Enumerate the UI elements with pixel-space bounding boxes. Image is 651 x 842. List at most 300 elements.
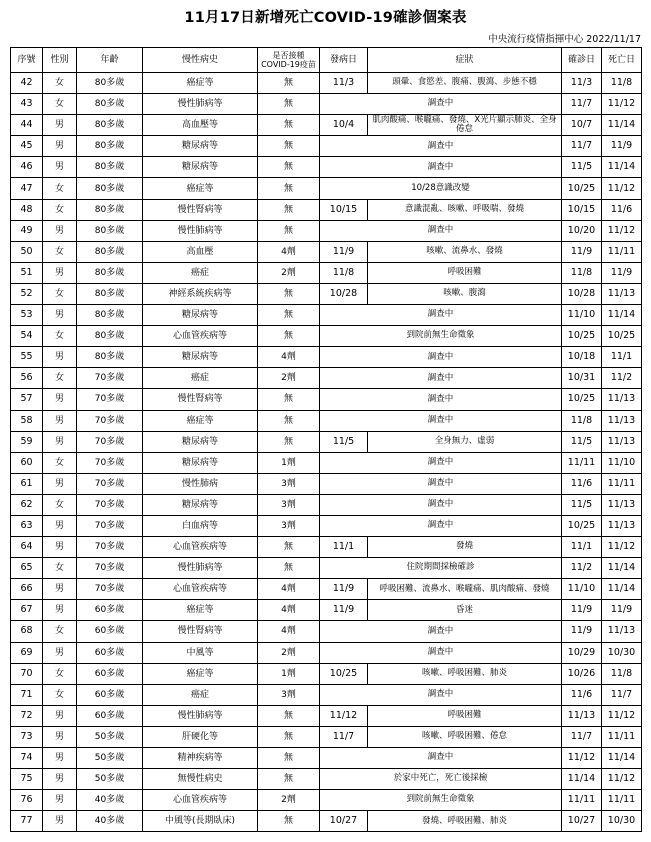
case-number: 43 xyxy=(11,94,43,115)
sex-cell: 女 xyxy=(43,558,77,579)
confirmed-date-cell: 11/14 xyxy=(562,769,602,790)
table-body xyxy=(11,73,642,832)
confirmed-date-cell: 11/5 xyxy=(562,494,602,515)
age-cell: 60多歲 xyxy=(77,600,143,621)
sex-cell: 女 xyxy=(43,326,77,347)
symptoms-cell: 到院前無生命徵象 xyxy=(320,326,562,347)
confirmed-date-cell: 10/25 xyxy=(562,515,602,536)
history-cell: 癌症 xyxy=(143,368,258,389)
table-row xyxy=(11,347,642,368)
death-date-cell: 11/13 xyxy=(602,389,642,410)
sex-cell: 男 xyxy=(43,389,77,410)
onset-cell: 10/4 xyxy=(320,115,368,136)
confirmed-date-cell: 10/15 xyxy=(562,199,602,220)
confirmed-date-cell: 10/18 xyxy=(562,347,602,368)
age-cell: 60多歲 xyxy=(77,684,143,705)
sex-cell: 女 xyxy=(43,73,77,94)
history-cell: 白血病等 xyxy=(143,515,258,536)
vaccine-cell: 3劑 xyxy=(258,684,320,705)
symptoms-cell: 全身無力、虛弱 xyxy=(368,431,562,452)
age-cell: 60多歲 xyxy=(77,642,143,663)
symptoms-cell: 調查中 xyxy=(320,157,562,178)
history-cell: 癌症 xyxy=(143,684,258,705)
case-number: 64 xyxy=(11,537,43,558)
death-date-cell: 11/11 xyxy=(602,790,642,811)
age-cell: 50多歲 xyxy=(77,748,143,769)
symptoms-cell: 調查中 xyxy=(320,94,562,115)
case-number: 76 xyxy=(11,790,43,811)
death-date-cell: 11/8 xyxy=(602,663,642,684)
case-number: 58 xyxy=(11,410,43,431)
confirmed-date-cell: 11/11 xyxy=(562,790,602,811)
case-number: 65 xyxy=(11,558,43,579)
sex-cell: 女 xyxy=(43,178,77,199)
symptoms-cell: 調查中 xyxy=(320,473,562,494)
age-cell: 70多歲 xyxy=(77,579,143,600)
sex-cell: 男 xyxy=(43,347,77,368)
table-row xyxy=(11,600,642,621)
confirmed-date-cell: 10/26 xyxy=(562,663,602,684)
document-title: 11月17日新增死亡COVID-19確診個案表 xyxy=(184,10,467,26)
sex-cell: 男 xyxy=(43,157,77,178)
case-number: 66 xyxy=(11,579,43,600)
table-row xyxy=(11,178,642,199)
symptoms-cell: 調查中 xyxy=(320,136,562,157)
history-cell: 肝硬化等 xyxy=(143,726,258,747)
history-cell: 癌症等 xyxy=(143,663,258,684)
table-row xyxy=(11,115,642,136)
sex-cell: 女 xyxy=(43,283,77,304)
confirmed-date-cell: 10/29 xyxy=(562,642,602,663)
symptoms-cell: 咳嗽、呼吸困難、肺炎 xyxy=(368,663,562,684)
death-date-cell: 11/12 xyxy=(602,178,642,199)
history-cell: 高血壓等 xyxy=(143,115,258,136)
death-date-cell: 11/13 xyxy=(602,431,642,452)
case-number: 73 xyxy=(11,726,43,747)
history-cell: 心血管疾病等 xyxy=(143,537,258,558)
symptoms-cell: 咳嗽、腹瀉 xyxy=(368,283,562,304)
vaccine-cell: 無 xyxy=(258,73,320,94)
sex-cell: 男 xyxy=(43,748,77,769)
death-date-cell: 11/14 xyxy=(602,305,642,326)
confirmed-date-cell: 10/25 xyxy=(562,178,602,199)
confirmed-date-cell: 11/10 xyxy=(562,305,602,326)
case-number: 51 xyxy=(11,262,43,283)
col-header-symptoms: 症狀 xyxy=(368,48,562,73)
onset-cell: 11/8 xyxy=(320,262,368,283)
death-date-cell: 11/1 xyxy=(602,347,642,368)
symptoms-cell: 10/28意識改變 xyxy=(320,178,562,199)
symptoms-cell: 調查中 xyxy=(320,220,562,241)
death-date-cell: 11/9 xyxy=(602,600,642,621)
symptoms-cell: 調查中 xyxy=(320,621,562,642)
sex-cell: 女 xyxy=(43,621,77,642)
col-header-onset: 發病日 xyxy=(320,48,368,73)
death-date-cell: 11/11 xyxy=(602,241,642,262)
vaccine-cell: 4劑 xyxy=(258,600,320,621)
onset-cell: 11/7 xyxy=(320,726,368,747)
symptoms-cell: 調查中 xyxy=(320,684,562,705)
history-cell: 高血壓 xyxy=(143,241,258,262)
vaccine-cell: 無 xyxy=(258,220,320,241)
symptoms-cell: 咳嗽、流鼻水、發燒 xyxy=(368,241,562,262)
confirmed-date-cell: 11/6 xyxy=(562,473,602,494)
case-number: 54 xyxy=(11,326,43,347)
history-cell: 無慢性病史 xyxy=(143,769,258,790)
age-cell: 80多歲 xyxy=(77,94,143,115)
history-cell: 精神疾病等 xyxy=(143,748,258,769)
col-header-death: 死亡日 xyxy=(602,48,642,73)
age-cell: 80多歲 xyxy=(77,305,143,326)
case-number: 60 xyxy=(11,452,43,473)
case-number: 74 xyxy=(11,748,43,769)
confirmed-date-cell: 10/28 xyxy=(562,283,602,304)
history-cell: 糖尿病等 xyxy=(143,494,258,515)
table-row xyxy=(11,515,642,536)
onset-cell: 11/9 xyxy=(320,600,368,621)
symptoms-cell: 到院前無生命徵象 xyxy=(320,790,562,811)
vaccine-cell: 4劑 xyxy=(258,241,320,262)
table-row xyxy=(11,684,642,705)
sex-cell: 女 xyxy=(43,94,77,115)
age-cell: 80多歲 xyxy=(77,157,143,178)
sex-cell: 男 xyxy=(43,769,77,790)
sex-cell: 男 xyxy=(43,537,77,558)
age-cell: 70多歲 xyxy=(77,431,143,452)
vaccine-cell: 無 xyxy=(258,326,320,347)
vaccine-cell: 4劑 xyxy=(258,621,320,642)
sex-cell: 男 xyxy=(43,642,77,663)
symptoms-cell: 頭暈、食慾差、腹痛、腹瀉、步態不穩 xyxy=(368,73,562,94)
death-date-cell: 10/30 xyxy=(602,642,642,663)
death-date-cell: 11/8 xyxy=(602,73,642,94)
history-cell: 中風等 xyxy=(143,642,258,663)
history-cell: 慢性腎病等 xyxy=(143,199,258,220)
case-number: 75 xyxy=(11,769,43,790)
symptoms-cell: 調查中 xyxy=(320,642,562,663)
case-number: 68 xyxy=(11,621,43,642)
sex-cell: 男 xyxy=(43,305,77,326)
vaccine-cell: 無 xyxy=(258,199,320,220)
history-cell: 慢性肺病等 xyxy=(143,558,258,579)
death-date-cell: 11/12 xyxy=(602,94,642,115)
confirmed-date-cell: 11/7 xyxy=(562,94,602,115)
vaccine-cell: 無 xyxy=(258,811,320,832)
death-date-cell: 11/10 xyxy=(602,452,642,473)
onset-cell: 11/9 xyxy=(320,241,368,262)
vaccine-cell: 3劑 xyxy=(258,473,320,494)
sex-cell: 男 xyxy=(43,515,77,536)
death-date-cell: 11/9 xyxy=(602,136,642,157)
case-number: 71 xyxy=(11,684,43,705)
case-number: 70 xyxy=(11,663,43,684)
sex-cell: 女 xyxy=(43,199,77,220)
symptoms-cell: 意識混亂、咳嗽、呼吸喘、發燒 xyxy=(368,199,562,220)
history-cell: 糖尿病等 xyxy=(143,157,258,178)
table-row xyxy=(11,389,642,410)
col-header-sex: 性別 xyxy=(43,48,77,73)
sex-cell: 男 xyxy=(43,115,77,136)
confirmed-date-cell: 10/25 xyxy=(562,326,602,347)
death-date-cell: 11/14 xyxy=(602,157,642,178)
case-number: 63 xyxy=(11,515,43,536)
age-cell: 80多歲 xyxy=(77,283,143,304)
col-header-age: 年齡 xyxy=(77,48,143,73)
vaccine-cell: 無 xyxy=(258,305,320,326)
history-cell: 慢性肺病等 xyxy=(143,220,258,241)
case-number: 69 xyxy=(11,642,43,663)
history-cell: 中風等(長期臥床) xyxy=(143,811,258,832)
table-row xyxy=(11,452,642,473)
symptoms-cell: 發燒 xyxy=(368,537,562,558)
symptoms-cell: 調查中 xyxy=(320,515,562,536)
table-row xyxy=(11,73,642,94)
case-number: 62 xyxy=(11,494,43,515)
death-date-cell: 11/12 xyxy=(602,537,642,558)
history-cell: 心血管疾病等 xyxy=(143,790,258,811)
table-row xyxy=(11,305,642,326)
age-cell: 70多歲 xyxy=(77,410,143,431)
sex-cell: 女 xyxy=(43,494,77,515)
age-cell: 70多歲 xyxy=(77,452,143,473)
vaccine-cell: 1劑 xyxy=(258,663,320,684)
death-date-cell: 11/12 xyxy=(602,220,642,241)
table-row xyxy=(11,283,642,304)
vaccine-cell: 3劑 xyxy=(258,515,320,536)
vaccine-cell: 無 xyxy=(258,558,320,579)
case-number: 47 xyxy=(11,178,43,199)
vaccine-cell: 無 xyxy=(258,410,320,431)
age-cell: 50多歲 xyxy=(77,769,143,790)
case-number: 45 xyxy=(11,136,43,157)
symptoms-cell: 調查中 xyxy=(320,368,562,389)
sex-cell: 男 xyxy=(43,790,77,811)
death-date-cell: 11/11 xyxy=(602,726,642,747)
confirmed-date-cell: 11/11 xyxy=(562,452,602,473)
sex-cell: 女 xyxy=(43,684,77,705)
sex-cell: 男 xyxy=(43,726,77,747)
death-date-cell: 11/7 xyxy=(602,684,642,705)
table-row xyxy=(11,199,642,220)
confirmed-date-cell: 11/13 xyxy=(562,705,602,726)
death-date-cell: 11/2 xyxy=(602,368,642,389)
confirmed-date-cell: 10/31 xyxy=(562,368,602,389)
onset-cell: 10/25 xyxy=(320,663,368,684)
confirmed-date-cell: 11/2 xyxy=(562,558,602,579)
confirmed-date-cell: 11/9 xyxy=(562,241,602,262)
death-date-cell: 11/13 xyxy=(602,283,642,304)
death-date-cell: 11/14 xyxy=(602,579,642,600)
age-cell: 60多歲 xyxy=(77,621,143,642)
confirmed-date-cell: 11/1 xyxy=(562,537,602,558)
table-row xyxy=(11,326,642,347)
history-cell: 慢性肺病 xyxy=(143,473,258,494)
vaccine-cell: 無 xyxy=(258,94,320,115)
age-cell: 70多歲 xyxy=(77,473,143,494)
death-date-cell: 11/12 xyxy=(602,705,642,726)
vaccine-cell: 4劑 xyxy=(258,347,320,368)
age-cell: 70多歲 xyxy=(77,537,143,558)
vaccine-cell: 無 xyxy=(258,748,320,769)
vaccine-cell: 1劑 xyxy=(258,452,320,473)
table-row xyxy=(11,790,642,811)
death-date-cell: 11/14 xyxy=(602,748,642,769)
confirmed-date-cell: 11/10 xyxy=(562,579,602,600)
symptoms-cell: 調查中 xyxy=(320,494,562,515)
sex-cell: 男 xyxy=(43,410,77,431)
death-date-cell: 10/30 xyxy=(602,811,642,832)
sex-cell: 男 xyxy=(43,431,77,452)
history-cell: 慢性肺病等 xyxy=(143,705,258,726)
death-date-cell: 11/13 xyxy=(602,621,642,642)
age-cell: 80多歲 xyxy=(77,115,143,136)
sex-cell: 男 xyxy=(43,705,77,726)
death-date-cell: 11/13 xyxy=(602,410,642,431)
col-header-history: 慢性病史 xyxy=(143,48,258,73)
age-cell: 80多歲 xyxy=(77,241,143,262)
age-cell: 50多歲 xyxy=(77,726,143,747)
col-header-vaccine: 是否接種COVID-19疫苗 xyxy=(258,48,320,73)
confirmed-date-cell: 11/9 xyxy=(562,621,602,642)
vaccine-cell: 無 xyxy=(258,115,320,136)
table-row xyxy=(11,537,642,558)
onset-cell: 10/28 xyxy=(320,283,368,304)
table-row xyxy=(11,241,642,262)
sex-cell: 女 xyxy=(43,663,77,684)
case-number: 77 xyxy=(11,811,43,832)
vaccine-cell: 無 xyxy=(258,705,320,726)
case-number: 59 xyxy=(11,431,43,452)
sex-cell: 男 xyxy=(43,136,77,157)
table-row xyxy=(11,473,642,494)
age-cell: 70多歲 xyxy=(77,389,143,410)
history-cell: 慢性肺病等 xyxy=(143,94,258,115)
sex-cell: 男 xyxy=(43,262,77,283)
vaccine-cell: 2劑 xyxy=(258,642,320,663)
table-row xyxy=(11,431,642,452)
death-date-cell: 11/13 xyxy=(602,494,642,515)
symptoms-cell: 於家中死亡，死亡後採檢 xyxy=(320,769,562,790)
symptoms-cell: 呼吸困難 xyxy=(368,705,562,726)
history-cell: 糖尿病等 xyxy=(143,431,258,452)
death-date-cell: 11/11 xyxy=(602,473,642,494)
vaccine-cell: 2劑 xyxy=(258,368,320,389)
death-date-cell: 11/12 xyxy=(602,769,642,790)
vaccine-cell: 無 xyxy=(258,157,320,178)
table-row xyxy=(11,642,642,663)
table-row xyxy=(11,663,642,684)
case-number: 50 xyxy=(11,241,43,262)
case-number: 44 xyxy=(11,115,43,136)
table-row xyxy=(11,494,642,515)
death-date-cell: 11/14 xyxy=(602,115,642,136)
symptoms-cell: 咳嗽、呼吸困難、倦怠 xyxy=(368,726,562,747)
onset-cell: 11/12 xyxy=(320,705,368,726)
age-cell: 80多歲 xyxy=(77,136,143,157)
history-cell: 慢性腎病等 xyxy=(143,621,258,642)
onset-cell: 11/3 xyxy=(320,73,368,94)
onset-cell: 11/9 xyxy=(320,579,368,600)
confirmed-date-cell: 11/3 xyxy=(562,73,602,94)
confirmed-date-cell: 11/8 xyxy=(562,262,602,283)
col-header-no: 序號 xyxy=(11,48,43,73)
history-cell: 癌症等 xyxy=(143,73,258,94)
symptoms-cell: 發燒、呼吸困難、肺炎 xyxy=(368,811,562,832)
sex-cell: 男 xyxy=(43,473,77,494)
table-row xyxy=(11,621,642,642)
history-cell: 癌症等 xyxy=(143,178,258,199)
symptoms-cell: 昏迷 xyxy=(368,600,562,621)
case-number: 53 xyxy=(11,305,43,326)
confirmed-date-cell: 10/25 xyxy=(562,389,602,410)
confirmed-date-cell: 11/7 xyxy=(562,136,602,157)
vaccine-cell: 無 xyxy=(258,769,320,790)
table-row xyxy=(11,811,642,832)
table-header-row xyxy=(11,48,642,73)
confirmed-date-cell: 11/8 xyxy=(562,410,602,431)
sex-cell: 女 xyxy=(43,368,77,389)
table-row xyxy=(11,410,642,431)
vaccine-cell: 4劑 xyxy=(258,579,320,600)
death-date-cell: 11/6 xyxy=(602,199,642,220)
sex-cell: 男 xyxy=(43,579,77,600)
case-number: 67 xyxy=(11,600,43,621)
symptoms-cell: 調查中 xyxy=(320,347,562,368)
confirmed-date-cell: 10/27 xyxy=(562,811,602,832)
age-cell: 80多歲 xyxy=(77,220,143,241)
onset-cell: 11/1 xyxy=(320,537,368,558)
confirmed-date-cell: 11/9 xyxy=(562,600,602,621)
vaccine-cell: 3劑 xyxy=(258,494,320,515)
vaccine-cell: 無 xyxy=(258,431,320,452)
table-row xyxy=(11,558,642,579)
history-cell: 糖尿病等 xyxy=(143,347,258,368)
age-cell: 80多歲 xyxy=(77,199,143,220)
symptoms-cell: 調查中 xyxy=(320,452,562,473)
case-number: 56 xyxy=(11,368,43,389)
table-row xyxy=(11,157,642,178)
vaccine-cell: 無 xyxy=(258,389,320,410)
age-cell: 80多歲 xyxy=(77,347,143,368)
case-number: 49 xyxy=(11,220,43,241)
history-cell: 心血管疾病等 xyxy=(143,326,258,347)
case-number: 57 xyxy=(11,389,43,410)
age-cell: 80多歲 xyxy=(77,326,143,347)
onset-cell: 10/15 xyxy=(320,199,368,220)
table-row xyxy=(11,579,642,600)
table-row xyxy=(11,94,642,115)
history-cell: 心血管疾病等 xyxy=(143,579,258,600)
age-cell: 70多歲 xyxy=(77,558,143,579)
symptoms-cell: 肌肉酸痛、喉嚨痛、發燒、X光片顯示肺炎、全身倦怠 xyxy=(368,115,562,136)
vaccine-cell: 2劑 xyxy=(258,790,320,811)
confirmed-date-cell: 11/5 xyxy=(562,157,602,178)
confirmed-date-cell: 11/12 xyxy=(562,748,602,769)
vaccine-cell: 無 xyxy=(258,178,320,199)
table-row xyxy=(11,136,642,157)
age-cell: 40多歲 xyxy=(77,790,143,811)
case-number: 46 xyxy=(11,157,43,178)
sex-cell: 男 xyxy=(43,600,77,621)
table-row xyxy=(11,368,642,389)
age-cell: 60多歲 xyxy=(77,663,143,684)
history-cell: 糖尿病等 xyxy=(143,136,258,157)
col-header-confirmed: 確診日 xyxy=(562,48,602,73)
confirmed-date-cell: 11/7 xyxy=(562,726,602,747)
death-date-cell: 11/9 xyxy=(602,262,642,283)
sex-cell: 女 xyxy=(43,241,77,262)
death-date-cell: 11/14 xyxy=(602,558,642,579)
